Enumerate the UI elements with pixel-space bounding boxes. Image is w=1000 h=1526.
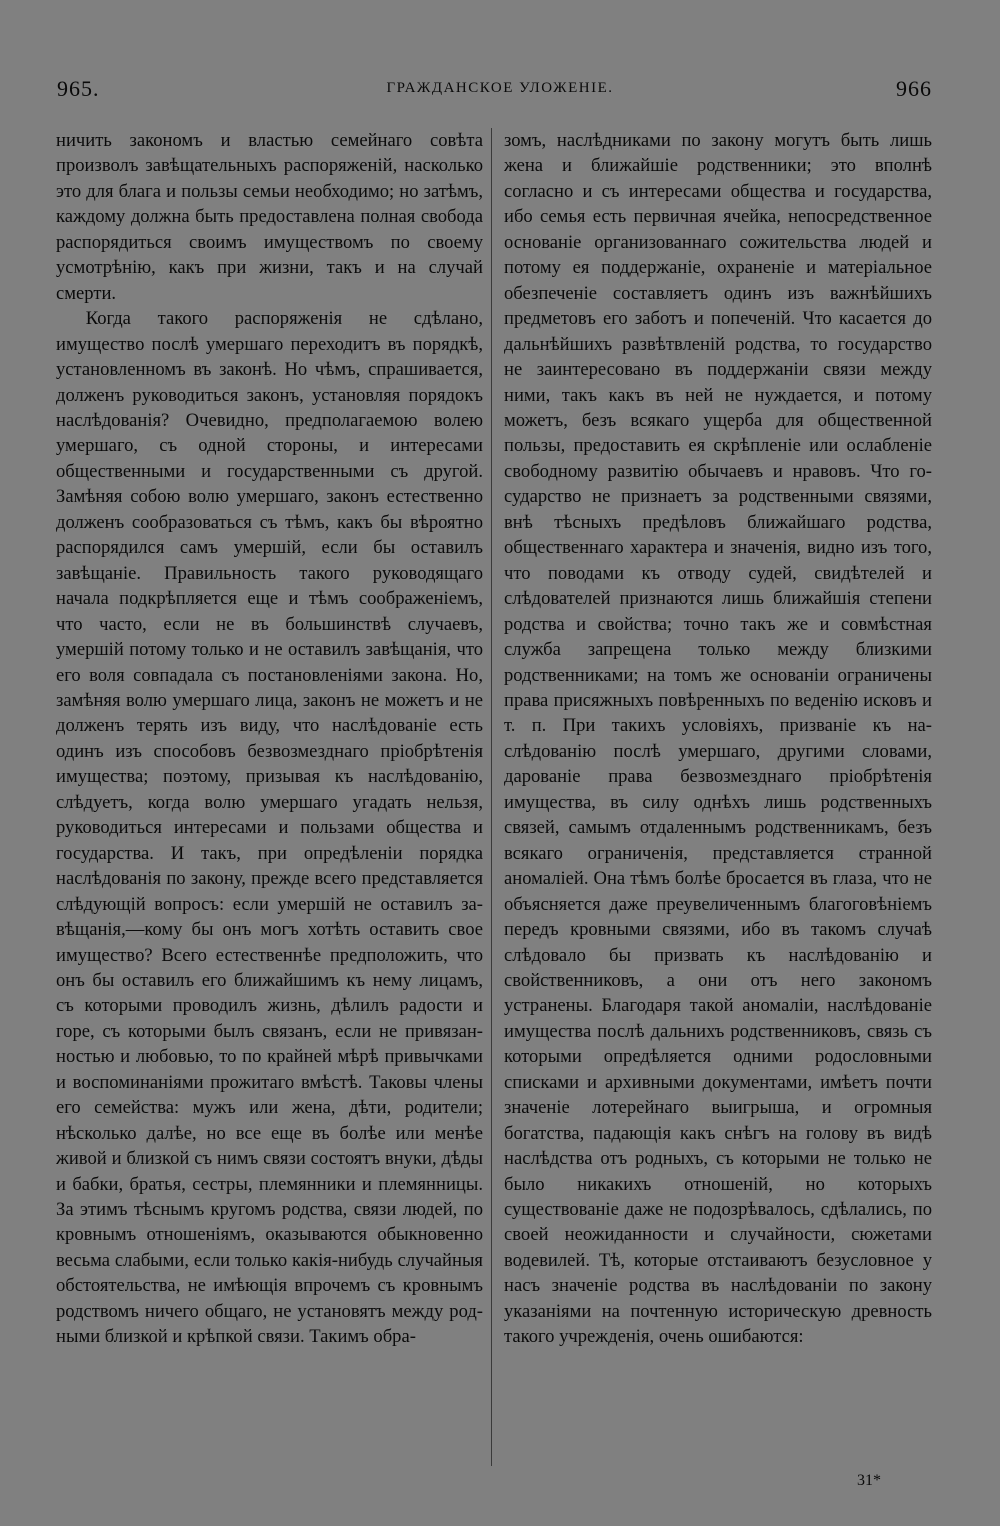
paragraph: Когда такого распоряженія не сдѣлано, имущество послѣ умершаго переходитъ въ порядкѣ, установленномъ въ законѣ. Но чѣмъ, спрашивается, долженъ руководиться законъ, установляя порядокъ наслѣдованія? Очевидно, предполагаемою волею умершаго, съ одной стороны, и интересами общественными и государственными съ другой. Замѣняя собою волю умершаго, законъ естественно долженъ сообразоваться съ тѣмъ, какъ бы вѣроятно распорядился самъ умершій, если бы оставилъ завѣщаніе. Правильность такого руководящаго начала подкрѣпляется еще и тѣмъ соображеніемъ, что часто, если не въ большинствѣ случаевъ, умершій потому только и не оставилъ завѣщанія, что его воля совпадала съ постановленіями закона. Но, замѣняя волю умершаго лица, законъ не можетъ и не долженъ терять изъ виду, что наслѣдованіе есть одинъ изъ способовъ безвозмезднаго пріобрѣтенія имущества; поэтому, призывая къ наслѣдованію, слѣдуетъ, когда волю умершаго угадать нельзя, руководиться интересами и пользами общества и государства. И такъ, при опредѣленіи порядка наслѣдованія по закону, прежде всего представляется слѣдующій вопросъ: если умершій не оставилъ завѣщанія,—кому бы онъ могъ хотѣть оставить свое имущество? Всего естественнѣе предположить, что онъ бы оставилъ его ближайшимъ къ нему лицамъ, съ которыми проводилъ жизнь, дѣлилъ радости и горе, съ которыми былъ связанъ, если не привязанностью и любовью, то по крайней мѣрѣ привычками и воспоминаніями прожитаго вмѣстѣ. Таковы члены его семейства: мужъ или жена, дѣти, родители; нѣсколько далѣе, но все еще въ болѣе или менѣе живой и близкой съ нимъ связи состоятъ внуки, дѣды и бабки, братья, сестры, племянники и племянницы. За этимъ тѣснымъ кругомъ родства, связи людей, по кровнымъ отношеніямъ, оказываются обыкновенно весьма слабыми, если только какія-нибудь случайныя обстоятельства, не имѣющія впрочемъ съ кровнымъ родствомъ ничего общаго, не установятъ между родными близкой и крѣпкой связи. Такимъ обра-	[56, 308, 483, 1348]
signature-mark: 31*	[857, 1472, 881, 1489]
paragraph: зомъ, наслѣдниками по закону могутъ быть лишь жена и ближайшіе родственники; это вполнѣ согласно и съ интересами общества и государства, ибо семья есть первичная ячейка, непосредственное основаніе организованнаго сожительства людей и потому ея поддержаніе, охраненіе и матеріальное обезпеченіе составляетъ одинъ изъ важнѣйшихъ предметовъ его заботъ и попеченій. Что касается до дальнѣйшихъ развѣтвленій родства, то государство не заинтересовано въ поддержаніи связи между ними, такъ какъ въ ней не нуждается, и потому можетъ, безъ всякаго ущерба для общественной пользы, предоставить ея скрѣпленіе или ослабленіе свободному развитію обычаевъ и нравовъ. Что государство не признаетъ за родственными связями, внѣ тѣсныхъ предѣловъ ближайшаго родства, общественнаго характера и значенія, видно изъ того, что поводами къ отводу судей, свидѣтелей и слѣдователей признаются лишь ближайшія степени родства и свойства; точно такъ же и совмѣстная служба запрещена только между близкими родственниками; на томъ же основаніи ограничены права присяжныхъ повѣренныхъ по веденію исковъ и т. п. При такихъ условіяхъ, призваніе къ наслѣдованію послѣ умершаго, другими словами, дарованіе права безвозмезднаго пріобрѣтенія имущества, въ силу однѣхъ лишь родственныхъ связей, самымъ отдаленнымъ родственникамъ, безъ всякаго ограниченія, представляется странной аномаліей. Она тѣмъ болѣе бросается въ глаза, что не объясняется даже преувеличеннымъ благоговѣніемъ передъ кровными связями, ибо въ такомъ случаѣ слѣдовало бы призвать къ наслѣдованію и свойственниковъ, а они отъ него закономъ устранены. Благодаря такой аномаліи, наслѣдованіе имущества послѣ дальнихъ родственниковъ, связь съ которыми опредѣляется одними родословными списками и архивными документами, имѣетъ почти значеніе лотерейнаго выигрыша, и огромныя богатства, падающія какъ снѣгъ на голову въ видѣ наслѣдства отъ родныхъ, съ которыми не только не было никакихъ отношеній, но которыхъ существованіе даже не подозрѣвалось, сдѣлались, по своей неожиданности и случайности, сюжетами водевилей. Тѣ, которые отстаиваютъ безусловное у насъ значеніе родства въ наслѣдованіи по закону указаніями на почтенную историческую древность такого учрежденія, очень ошибаются:	[504, 130, 932, 1348]
page-number-left: 965.	[57, 76, 100, 101]
page-number-right: 966	[896, 76, 932, 101]
column-divider	[491, 128, 492, 1466]
running-head-title: ГРАЖДАНСКОЕ УЛОЖЕНІЕ.	[386, 80, 614, 96]
right-text-column	[504, 128, 932, 1350]
paragraph: ничить закономъ и властью семейнаго совѣта произволъ завѣщательныхъ распоряженій, насколько это для блага и пользы семьи необходимо; но затѣмъ, каждому должна быть предоставлена полная свобода распорядиться своимъ имуществомъ по своему усмотрѣнію, какъ при жизни, такъ и на случай смерти.	[56, 130, 483, 304]
left-text-column	[56, 128, 483, 1350]
